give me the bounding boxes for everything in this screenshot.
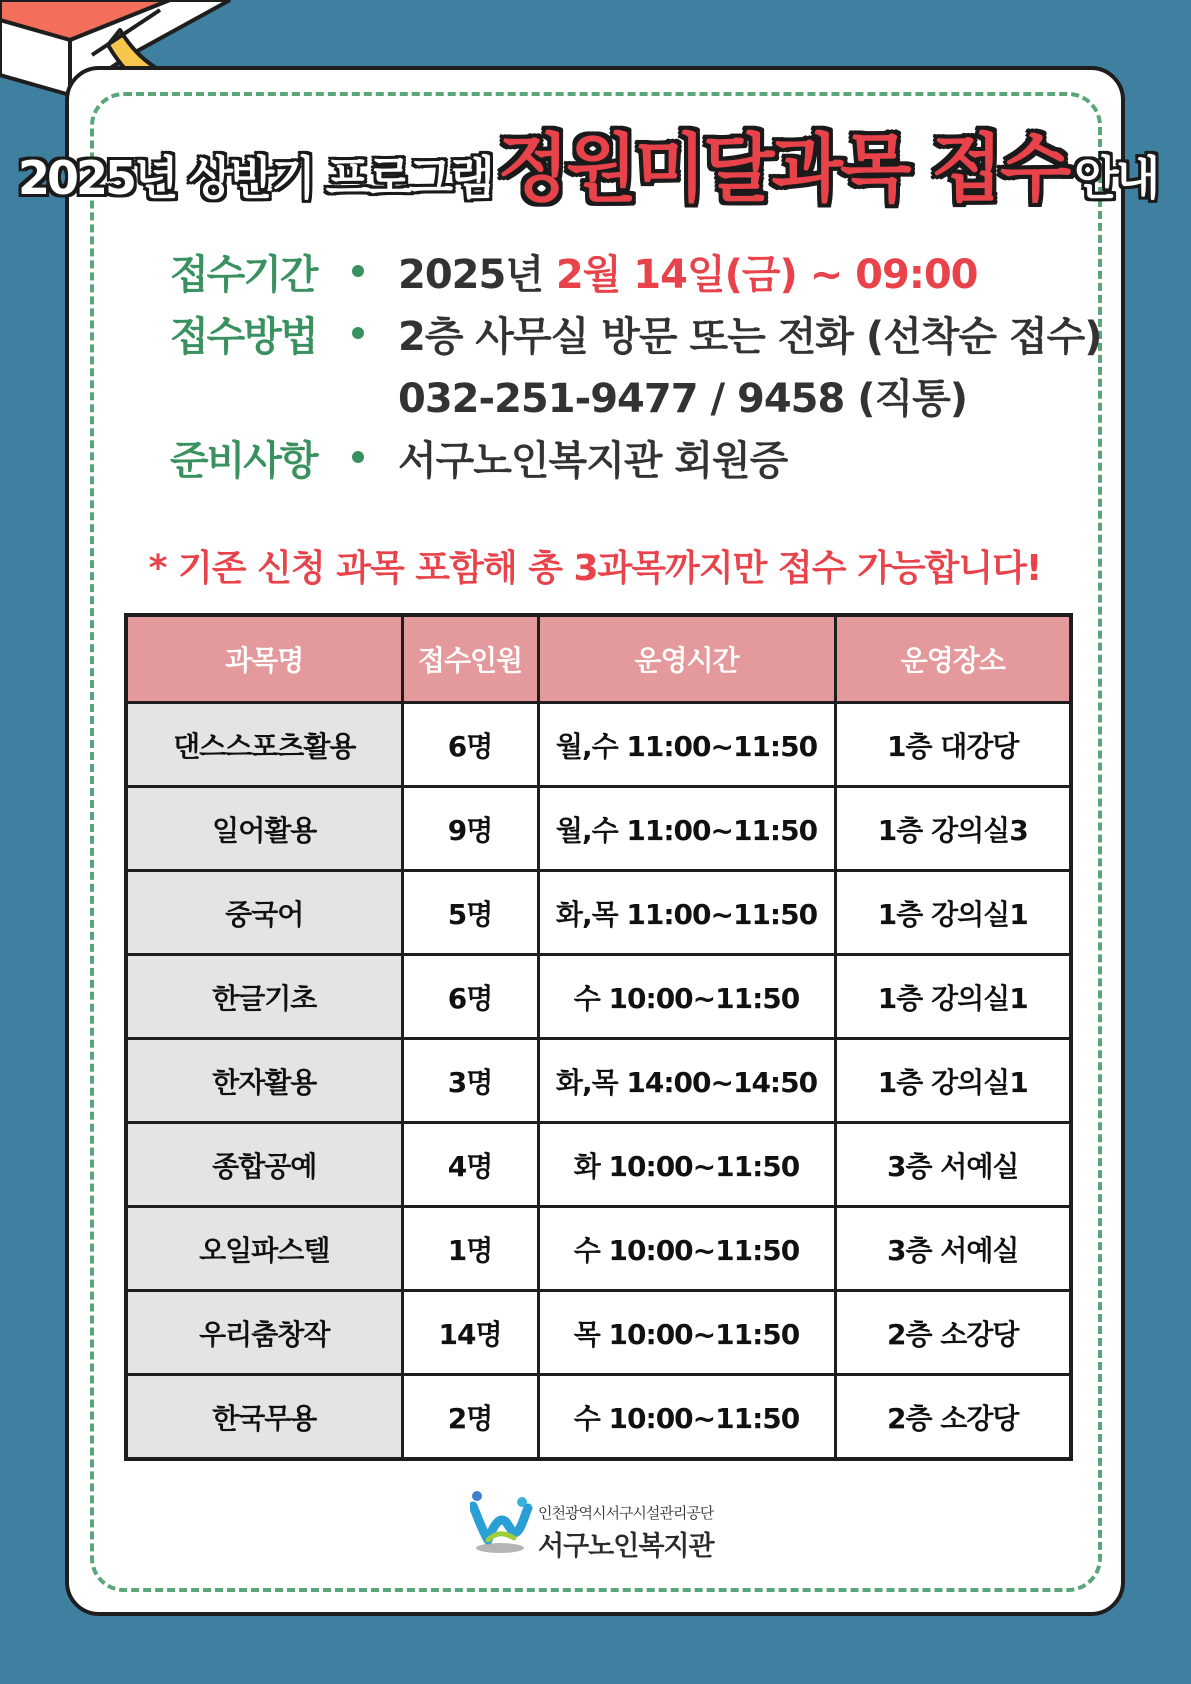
table-row <box>126 871 1071 955</box>
page-title <box>18 110 1188 220</box>
table-row <box>126 1207 1071 1291</box>
cell-capacity: 6명 <box>402 955 538 1039</box>
senior-welfare-center-logo-icon <box>470 1488 538 1558</box>
cell-time: 수 10:00~11:50 <box>538 1207 835 1291</box>
cell-subject: 한국무용 <box>126 1375 402 1460</box>
info-row-method <box>170 302 1110 364</box>
cell-capacity: 6명 <box>402 703 538 787</box>
cell-time: 화,목 11:00~11:50 <box>538 871 835 955</box>
cell-time: 수 10:00~11:50 <box>538 955 835 1039</box>
organization-logo <box>470 1488 730 1562</box>
cell-subject: 한자활용 <box>126 1039 402 1123</box>
cell-location: 2층 소강당 <box>835 1291 1071 1375</box>
table-row <box>126 703 1071 787</box>
header-location: 운영장소 <box>835 615 1071 703</box>
info-value-method: 2층 사무실 방문 또는 전화 (선착순 접수) <box>398 313 1102 360</box>
info-section <box>170 240 1110 488</box>
cell-capacity: 3명 <box>402 1039 538 1123</box>
period-year: 2025년 <box>398 251 543 298</box>
notice-text: * 기존 신청 과목 포함해 총 3과목까지만 접수 가능합니다! <box>148 548 1042 589</box>
header-subject: 과목명 <box>126 615 402 703</box>
info-row-prepare <box>170 426 1110 488</box>
cell-capacity: 1명 <box>402 1207 538 1291</box>
table-row <box>126 1123 1071 1207</box>
cell-time: 목 10:00~11:50 <box>538 1291 835 1375</box>
period-date: 2월 14일(금) ~ 09:00 <box>555 251 978 298</box>
cell-time: 월,수 11:00~11:50 <box>538 703 835 787</box>
cell-subject: 댄스스포츠활용 <box>126 703 402 787</box>
cell-time: 월,수 11:00~11:50 <box>538 787 835 871</box>
cell-location: 1층 대강당 <box>835 703 1071 787</box>
bullet-icon <box>352 327 364 339</box>
title-highlight: 정원미달과목 접수 <box>497 126 1069 212</box>
cell-location: 1층 강의실3 <box>835 787 1071 871</box>
info-value-phone: 032-251-9477 / 9458 (직통) <box>398 375 968 422</box>
cell-subject: 오일파스텔 <box>126 1207 402 1291</box>
info-row-period <box>170 240 1110 302</box>
info-row-phone <box>170 364 1110 426</box>
program-table <box>124 613 1073 1461</box>
cell-time: 화 10:00~11:50 <box>538 1123 835 1207</box>
title-prefix: 2025년 상반기 프로그램 <box>18 151 492 205</box>
info-label-period: 접수기간 <box>170 251 317 298</box>
table-row <box>126 1291 1071 1375</box>
bullet-icon <box>352 265 364 277</box>
table-row <box>126 1039 1071 1123</box>
cell-capacity: 2명 <box>402 1375 538 1460</box>
header-time: 운영시간 <box>538 615 835 703</box>
cell-location: 2층 소강당 <box>835 1375 1071 1460</box>
cell-capacity: 9명 <box>402 787 538 871</box>
logo-center-name: 서구노인복지관 <box>538 1531 714 1562</box>
table-row <box>126 955 1071 1039</box>
logo-org-name: 인천광역시서구시설관리공단 <box>538 1504 714 1522</box>
bullet-icon <box>352 451 364 463</box>
table-row <box>126 1375 1071 1460</box>
cell-subject: 종합공예 <box>126 1123 402 1207</box>
cell-subject: 우리춤창작 <box>126 1291 402 1375</box>
table-header-row <box>126 615 1071 703</box>
cell-location: 1층 강의실1 <box>835 1039 1071 1123</box>
cell-subject: 일어활용 <box>126 787 402 871</box>
cell-time: 화,목 14:00~14:50 <box>538 1039 835 1123</box>
table-row <box>126 787 1071 871</box>
cell-capacity: 5명 <box>402 871 538 955</box>
info-value-prepare: 서구노인복지관 회원증 <box>398 437 788 484</box>
header-capacity: 접수인원 <box>402 615 538 703</box>
cell-subject: 중국어 <box>126 871 402 955</box>
cell-location: 3층 서예실 <box>835 1207 1071 1291</box>
info-label-method: 접수방법 <box>170 313 317 360</box>
info-value-period <box>398 243 978 300</box>
cell-location: 3층 서예실 <box>835 1123 1071 1207</box>
cell-subject: 한글기초 <box>126 955 402 1039</box>
cell-location: 1층 강의실1 <box>835 871 1071 955</box>
cell-location: 1층 강의실1 <box>835 955 1071 1039</box>
cell-capacity: 14명 <box>402 1291 538 1375</box>
cell-capacity: 4명 <box>402 1123 538 1207</box>
info-label-prepare: 준비사항 <box>170 437 317 484</box>
title-suffix: 안내 <box>1074 151 1158 205</box>
cell-time: 수 10:00~11:50 <box>538 1375 835 1460</box>
